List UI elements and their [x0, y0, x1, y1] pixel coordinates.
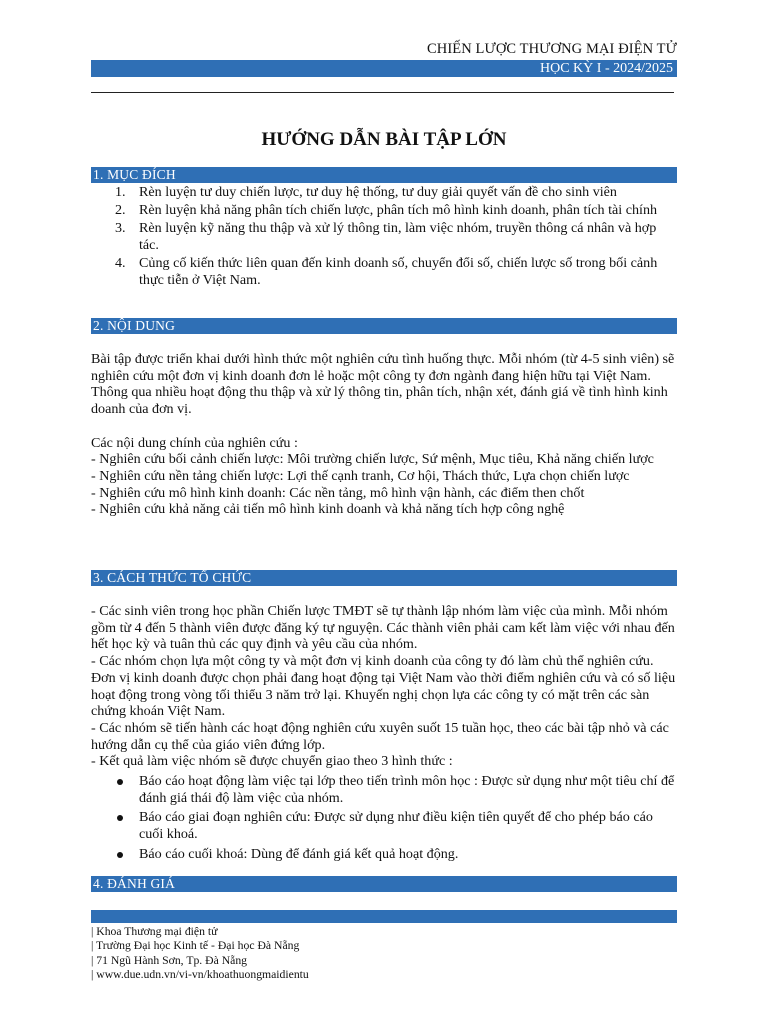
- header-term-bar: HỌC KỲ I - 2024/2025: [91, 60, 677, 77]
- list-item-text: Rèn luyện tư duy chiến lược, tư duy hệ thống, tư duy giải quyết vấn đề cho sinh viên: [139, 184, 617, 200]
- list-item: [91, 202, 679, 219]
- content-line: - Nghiên cứu nền tảng chiến lược: Lợi thế cạnh tranh, Cơ hội, Thách thức, Lựa chọn chiến lược: [91, 467, 630, 484]
- bullet-icon: [117, 815, 123, 821]
- footer-link[interactable]: | www.due.udn.vn/vi-vn/khoathuongmaidientu: [91, 967, 309, 981]
- organization-line: - Các nhóm chọn lựa một công ty và một đơn vị kinh doanh của công ty đó làm chủ thể nghiên cứu. Đơn vị kinh doanh được chọn phải đang hoạt động tại Việt Nam vào thời điểm nghiên cứu và có số liệu hoạt động trong vòng tối thiểu 3 năm trở lại. Khuyến nghị chọn lựa các công ty có mặt trên các sàn chứng khoán Việt Nam.: [91, 653, 676, 720]
- content-line: - Nghiên cứu mô hình kinh doanh: Các nền tảng, mô hình vận hành, các điểm then chốt: [91, 484, 585, 501]
- list-item-text: Báo cáo giai đoạn nghiên cứu: Được sử dụng như điều kiện tiên quyết để cho phép báo cáo cuối khoá.: [139, 809, 653, 843]
- content-body: [91, 351, 679, 518]
- header-divider: [91, 92, 674, 93]
- footer-contact: [91, 925, 677, 982]
- content-lead: Các nội dung chính của nghiên cứu :: [91, 434, 298, 451]
- list-item-text: Báo cáo cuối khoá: Dùng để đánh giá kết quả hoạt động.: [139, 845, 459, 862]
- organization-body: [91, 603, 679, 866]
- content-intro: Bài tập được triển khai dưới hình thức một nghiên cứu tình huống thực. Mỗi nhóm (từ 4-5 sinh viên) sẽ nghiên cứu một đơn vị kinh doanh đơn lẻ hoặc một công ty đơn ngành đang hiện hữu tại Việt Nam. Thông qua nhiều hoạt động thu thập và xử lý thông tin, phân tích, nhận xét, đánh giá về tình hình kinh doanh của đơn vị.: [91, 351, 675, 418]
- list-number: 4.: [115, 255, 126, 272]
- footer-bar: [91, 910, 677, 923]
- bullet-icon: [117, 852, 123, 858]
- footer-line: | Khoa Thương mại điện tử: [91, 925, 218, 938]
- list-item: [91, 846, 679, 863]
- list-item: [91, 255, 679, 288]
- organization-line: - Các sinh viên trong học phần Chiến lược TMĐT sẽ tự thành lập nhóm làm việc của mình. Mỗi nhóm gồm từ 4 đến 5 thành viên được đăng ký tự nguyện. Các thành viên phải cam kết làm việc với nhau đến hết học kỳ và tuân thủ các quy định và yêu cầu của nhóm.: [91, 603, 675, 653]
- section-heading-purpose: 1. MỤC ĐÍCH: [91, 167, 677, 183]
- content-line: - Nghiên cứu khả năng cải tiến mô hình kinh doanh và khả năng tích hợp công nghệ: [91, 501, 565, 518]
- list-item-text: Củng cố kiến thức liên quan đến kinh doanh số, chuyển đổi số, chiến lược số trong bối cảnh thực tiễn ở Việt Nam.: [139, 255, 658, 289]
- list-item: [91, 773, 679, 806]
- bullet-icon: [117, 779, 123, 785]
- purpose-list: [91, 184, 679, 290]
- content-line: - Nghiên cứu bối cảnh chiến lược: Môi trường chiến lược, Sứ mệnh, Mục tiêu, Khả năng chiến lược: [91, 451, 654, 468]
- section-heading-organization: 3. CÁCH THỨC TỔ CHỨC: [91, 570, 677, 586]
- list-item-text: Rèn luyện khả năng phân tích chiến lược, phân tích mô hình kinh doanh, phân tích tài chính: [139, 202, 658, 219]
- section-heading-content: 2. NỘI DUNG: [91, 318, 677, 334]
- footer-line: | 71 Ngũ Hành Sơn, Tp. Đà Nẵng: [91, 953, 248, 967]
- list-item: [91, 184, 679, 201]
- list-item: [91, 220, 679, 253]
- deliverables-list: [91, 773, 679, 863]
- list-item: [91, 809, 679, 842]
- list-number: 2.: [115, 202, 126, 219]
- organization-line: - Các nhóm sẽ tiến hành các hoạt động nghiên cứu xuyên suốt 15 tuần học, theo các bài tập nhỏ và các hướng dẫn cụ thể của giáo viên đứng lớp.: [91, 719, 669, 753]
- list-item-text: Rèn luyện kỹ năng thu thập và xử lý thông tin, làm việc nhóm, truyền thông cá nhân và hợp tác.: [139, 220, 657, 254]
- list-item-text: Báo cáo hoạt động làm việc tại lớp theo tiến trình môn học : Được sử dụng như một tiêu chí để đánh giá thái độ làm việc của nhóm.: [139, 773, 675, 806]
- list-number: 1.: [115, 184, 126, 200]
- organization-line: - Kết quả làm việc nhóm sẽ được chuyển giao theo 3 hình thức :: [91, 753, 453, 770]
- section-heading-evaluation: 4. ĐÁNH GIÁ: [91, 876, 677, 892]
- footer-line: | Trường Đại học Kinh tế - Đại học Đà Nẵng: [91, 939, 300, 953]
- list-number: 3.: [115, 220, 126, 237]
- header-course-title: CHIẾN LƯỢC THƯƠNG MẠI ĐIỆN TỬ: [427, 41, 677, 57]
- document-title: HƯỚNG DẪN BÀI TẬP LỚN: [261, 129, 507, 150]
